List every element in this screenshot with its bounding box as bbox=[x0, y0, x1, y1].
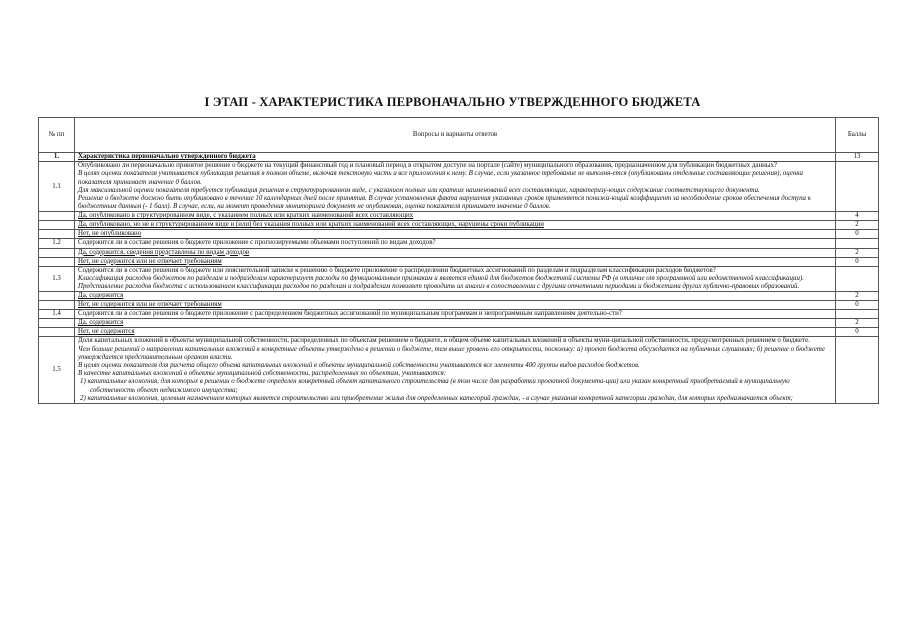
section-number: 1. bbox=[39, 153, 75, 162]
question-note: Решение о бюджете должно быть опубликовано в течение 10 календарных дней после принятия. В случае установления факта нарушения указанных сроков применяется понижа-ющий коэффициент за несоблюдение сроков обеспечения доступа к бюджетным данным (- 1 балл). В случае, если, на момент проведения мониторинга документ не опубликован, оценка показателя принимает значение 0 баллов. bbox=[78, 195, 811, 211]
score-cell bbox=[836, 239, 879, 248]
question-number: 1.2 bbox=[39, 239, 75, 248]
question-number: 1.4 bbox=[39, 310, 75, 319]
score-cell bbox=[836, 337, 879, 404]
answer-row bbox=[39, 319, 879, 328]
question-note: Классификация расходов бюджетов по разделам и подразделам характеризует расходы по функциональным признакам и является единой для бюджетов бюджетной системы РФ (в отличие от программной или ведомственной классификации). Представление расходов бюджета с использованием классификации расходов по разделам и подразделам позволяет проводить их анализ в сопоставлении с другими отчетными периодами и бюджетами других публично-правовых образований. bbox=[78, 274, 804, 291]
question-row bbox=[39, 162, 879, 212]
question-note: В целях оценки показателя для расчета общего объема капитальных вложений в объекты муниципальной собственности учитываются все элементы 400 группы видов расходов бюджетов. bbox=[78, 362, 640, 370]
question-note: В целях оценки показателя учитывается публикация решения в полном объеме, включая текстовую часть и все приложения к нему. В случае, если указанное требование не выполня-ется (опубликованы отдельные составляющие решения), оценка показателя принимает значение 0 баллов. bbox=[78, 170, 803, 186]
question-number: 1.5 bbox=[39, 337, 75, 404]
answer-score: 4 bbox=[836, 212, 879, 221]
question-text: Содержится ли в составе решения о бюджете приложение с распределением бюджетных ассигнований по муниципальным программам и непрограммным направлениям деятельно-сти? bbox=[75, 310, 836, 319]
answer-text: Да, содержится bbox=[75, 292, 836, 301]
question-cell bbox=[75, 337, 836, 404]
section-score: 13 bbox=[836, 153, 879, 162]
section-title: Характеристика первоначально утвержденного бюджета bbox=[75, 153, 836, 162]
question-text: Доля капитальных вложений в объекты муниципальной собственности, распределенных по объектам решением о бюджете, в общем объеме капитальных вложений в объекты муни-ципальной собственности, предусмотренных решением о бюджете. bbox=[78, 337, 810, 345]
header-num: № пп bbox=[39, 118, 75, 153]
header-questions: Вопросы и варианты ответов bbox=[75, 118, 836, 153]
question-text: Содержится ли в составе решения о бюджете или пояснительной записке к решению о бюджете приложение о распределении бюджетных ассигнований по разделам и подразделам классификации расходов бюджетов? bbox=[78, 266, 716, 274]
score-cell bbox=[836, 266, 879, 292]
answer-row bbox=[39, 212, 879, 221]
answer-text: Нет, не содержится или не отвечает требованиям bbox=[75, 257, 836, 266]
question-cell bbox=[75, 266, 836, 292]
answer-score: 0 bbox=[836, 257, 879, 266]
question-note: Чем больше решений о направлении капитальных вложений в конкретные объекты утверждено в решении о бюджете, тем выше уровень его открытости, поскольку: а) проект бюджета обсуждается на публичных слушаниях; б) решение о бюджете утверждается представительным органом власти. bbox=[78, 345, 825, 361]
answer-row bbox=[39, 328, 879, 337]
question-cell bbox=[75, 162, 836, 212]
score-cell bbox=[836, 162, 879, 212]
list-item: 2) капитальные вложения, целевым назначением которых является строительство или приобретение жилья для определенных категорий граждан, - в случае указания конкретной категории граждан, для которых предназначается объект; bbox=[80, 394, 793, 402]
question-row bbox=[39, 337, 879, 404]
answer-score: 0 bbox=[836, 301, 879, 310]
question-note: Для максимальной оценки показателя требуется публикация решения в структурированном виде, с указанием полных или кратких наименований всех составляющих, характеризу-ющих содержание соответствующего документа. bbox=[78, 186, 760, 194]
question-row bbox=[39, 310, 879, 319]
question-row bbox=[39, 239, 879, 248]
question-number: 1.1 bbox=[39, 162, 75, 212]
answer-row bbox=[39, 292, 879, 301]
answer-row bbox=[39, 230, 879, 239]
answer-score: 2 bbox=[836, 248, 879, 257]
page-title: I ЭТАП - ХАРАКТЕРИСТИКА ПЕРВОНАЧАЛЬНО УТВЕРЖДЕННОГО БЮДЖЕТА bbox=[204, 95, 701, 109]
section-row bbox=[39, 153, 879, 162]
answer-text: Нет, не опубликовано bbox=[75, 230, 836, 239]
header-score: Баллы bbox=[836, 118, 879, 153]
question-note: В качестве капитальных вложений в объекты муниципальной собственности, распределенных по объектам, учитываются: bbox=[78, 370, 447, 378]
question-text: Опубликовано ли первоначально принятое решение о бюджете на текущий финансовый год и плановый период в открытом доступе на портале (сайте) муниципального образования, предназначенном для публикации бюджетных данных? bbox=[78, 162, 777, 170]
list-item: 1) капитальные вложения, для которых в решении о бюджете определен конкретный объект капитального строительства (в том числе для разработки проектной документа-ции) или указан конкретный приобретаемый в муниципальную собственность объект недвижимого имущества; bbox=[80, 378, 790, 394]
answer-score: 0 bbox=[836, 230, 879, 239]
answer-row bbox=[39, 301, 879, 310]
answer-text: Да, опубликовано, но не в структурированном виде и (или) без указания полных или кратких наименований всех составляющих, нарушены сроки публикации bbox=[75, 221, 836, 230]
answer-score: 2 bbox=[836, 319, 879, 328]
answer-score: 2 bbox=[836, 292, 879, 301]
answer-score: 0 bbox=[836, 328, 879, 337]
answer-row bbox=[39, 248, 879, 257]
score-cell bbox=[836, 310, 879, 319]
answer-row bbox=[39, 257, 879, 266]
answer-text: Да, опубликовано в структурированном виде, с указанием полных или кратких наименований всех составляющих bbox=[75, 212, 836, 221]
answer-score: 2 bbox=[836, 221, 879, 230]
answer-row bbox=[39, 221, 879, 230]
question-text: Содержится ли в составе решения о бюджете приложение с прогнозируемыми объемами поступлений по видам доходов? bbox=[75, 239, 836, 248]
table-header-row bbox=[39, 118, 879, 153]
answer-text: Нет, не содержится или не отвечает требованиям bbox=[75, 301, 836, 310]
question-row bbox=[39, 266, 879, 292]
answer-text: Да, содержится, сведения представлены по видам доходов bbox=[75, 248, 836, 257]
question-number: 1.3 bbox=[39, 266, 75, 292]
answer-text: Да, содержится bbox=[75, 319, 836, 328]
answer-text: Нет, не содержится bbox=[75, 328, 836, 337]
budget-characteristics-table bbox=[38, 117, 879, 404]
